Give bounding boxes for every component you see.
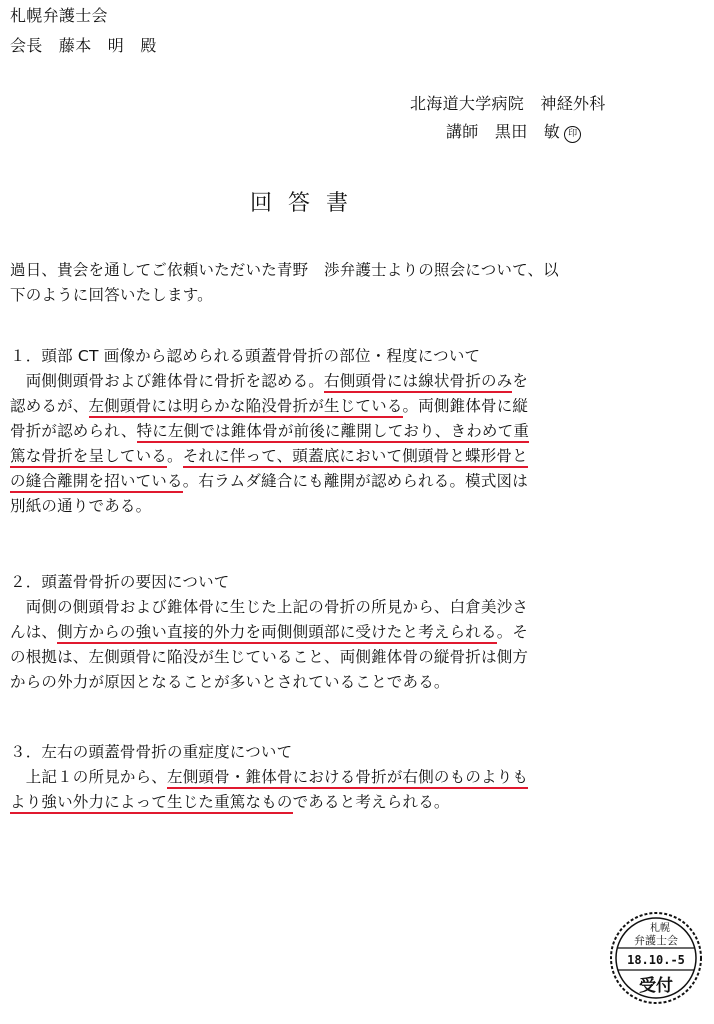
underlined-text: より強い外力によって生じた重篤なもの <box>10 793 293 814</box>
intro-paragraph <box>10 258 559 308</box>
section-heading: １．頭部 CT 画像から認められる頭蓋骨骨折の部位・程度について <box>10 347 481 365</box>
body-text: を <box>512 372 529 390</box>
body-text: 両側側頭骨および錐体骨に骨折を認める。 <box>10 372 325 390</box>
seal-mark: 印 <box>564 126 581 143</box>
body-text: からの外力が原因となることが多いとされていることである。 <box>10 673 450 691</box>
body-line <box>10 645 528 670</box>
stamp-label: 受付 <box>639 976 673 996</box>
body-text: 上記１の所見から、 <box>10 768 168 786</box>
underlined-text: 特に左側では錐体骨が前後に離開しており、きわめて重 <box>137 422 530 443</box>
body-line <box>10 670 528 695</box>
section-body <box>10 765 528 815</box>
sender-name: 講師 黒田 敏 <box>446 122 561 141</box>
recipient-name: 会長 藤本 明 殿 <box>10 36 157 55</box>
body-text: 。両側錐体骨に縦 <box>402 397 529 415</box>
underlined-text: 篤な骨折を呈している <box>10 447 167 468</box>
sender-name-line <box>446 122 581 143</box>
underlined-text: 左側頭骨・錐体骨における骨折が右側のものよりも <box>167 768 528 789</box>
body-text: 別紙の通りである。 <box>10 497 152 515</box>
underlined-text: 右側頭骨には線状骨折のみ <box>324 372 512 393</box>
section-3 <box>10 740 528 815</box>
stamp-date: 18.10.-5 <box>627 953 685 967</box>
body-text: 。 <box>167 447 183 465</box>
body-text: 骨折が認められ、 <box>10 422 137 440</box>
body-text: であると考えられる。 <box>292 793 450 811</box>
stamp-org-line2: 弁護士会 <box>634 934 678 947</box>
body-line <box>10 790 528 815</box>
underlined-text: の縫合離開を招いている <box>10 472 183 493</box>
received-stamp <box>608 910 704 1006</box>
body-line <box>10 444 529 469</box>
body-text: 。そ <box>496 623 529 641</box>
section-1 <box>10 344 529 519</box>
document-title: 回答書 <box>250 191 365 216</box>
body-text: 。右ラムダ縫合にも離開が認められる。模式図は <box>182 472 528 490</box>
intro-line: 過日、貴会を通してご依頼いただいた青野 渉弁護士よりの照会について、以 <box>10 261 559 279</box>
section-2 <box>10 570 528 695</box>
body-text: んは、 <box>10 623 58 641</box>
body-text: の根拠は、左側頭骨に陥没が生じていること、両側錐体骨の縦骨折は側方 <box>10 648 529 666</box>
section-heading: ２．頭蓋骨骨折の要因について <box>10 573 230 591</box>
intro-line: 下のように回答いたします。 <box>10 286 213 304</box>
section-heading: ３．左右の頭蓋骨骨折の重症度について <box>10 743 293 761</box>
recipient-org: 札幌弁護士会 <box>10 6 108 25</box>
body-line <box>10 595 528 620</box>
body-line <box>10 765 528 790</box>
underlined-text: 左側頭骨には明らかな陥没骨折が生じている <box>89 397 403 418</box>
section-body <box>10 595 528 695</box>
body-text: 認めるが、 <box>10 397 89 415</box>
body-line <box>10 494 529 519</box>
section-body <box>10 369 529 519</box>
body-line <box>10 394 529 419</box>
body-line <box>10 620 528 645</box>
underlined-text: それに伴って、頭蓋底において側頭骨と蝶形骨と <box>183 447 528 468</box>
body-text: 両側の側頭骨および錐体骨に生じた上記の骨折の所見から、白倉美沙さ <box>10 598 529 616</box>
sender-org: 北海道大学病院 神経外科 <box>410 94 606 113</box>
body-line <box>10 369 529 394</box>
stamp-org-line1: 札幌 <box>650 923 670 934</box>
body-line <box>10 469 529 494</box>
body-line <box>10 419 529 444</box>
underlined-text: 側方からの強い直接的外力を両側側頭部に受けたと考えられる <box>57 623 497 644</box>
